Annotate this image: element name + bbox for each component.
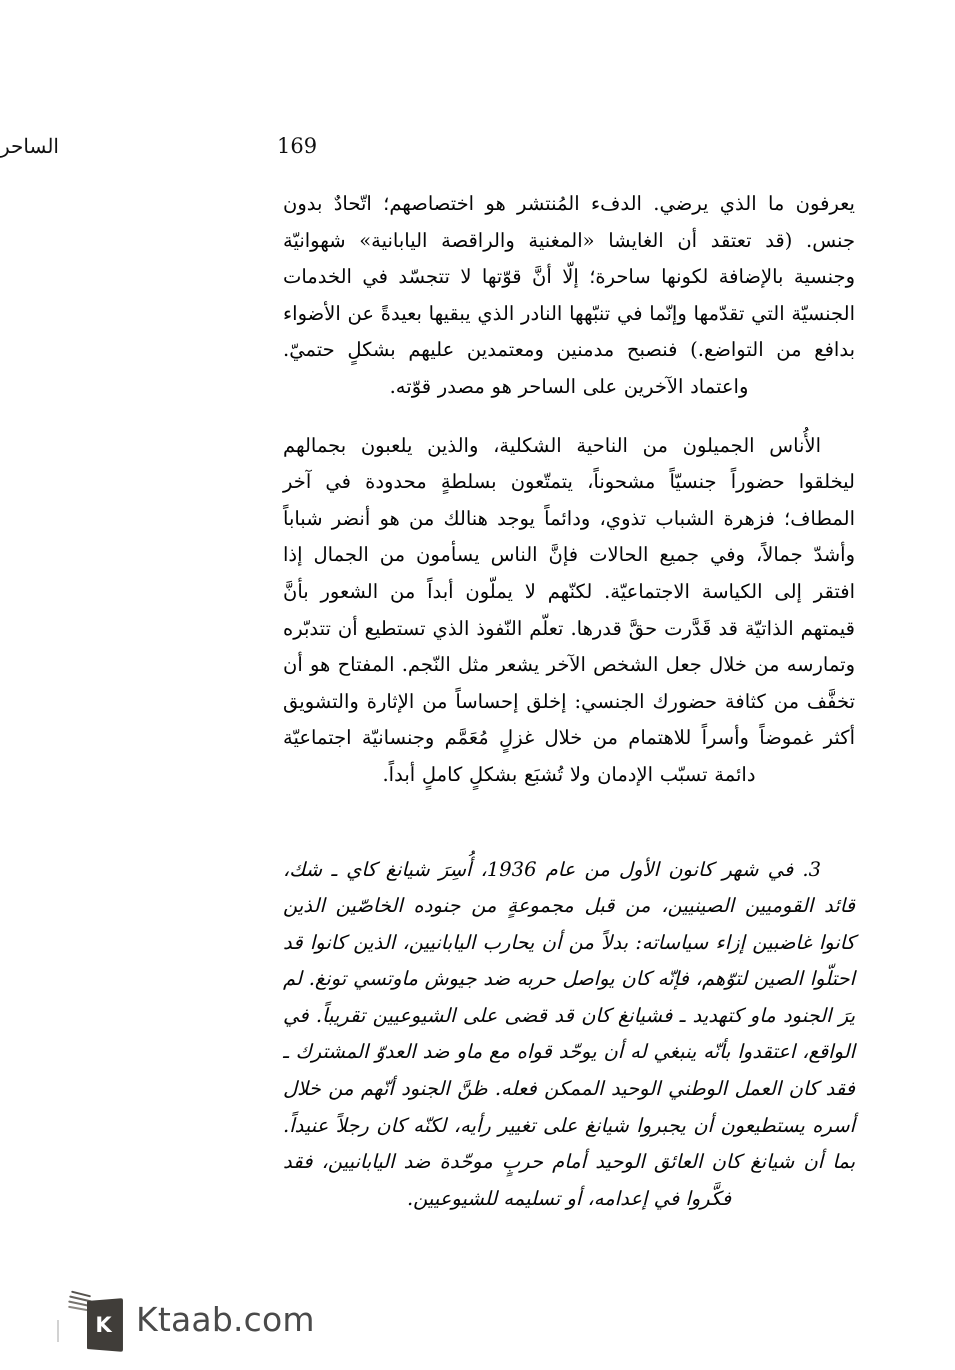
page-number: 169 <box>276 133 318 158</box>
running-head-title: الساحر <box>0 134 59 158</box>
paragraph-numbered-3: 3. في شهر كانون الأول من عام 1936، أُسِرَ شيانغ كاي ـ شك، قائد القوميين الصينيين، من قبل مجموعةٍ من جنوده الخاصّين الذين كانوا غاضبين إزاء سياساته: بدلاً من أن يحارب اليابانيين، الذين كانوا قد احتلّوا الصين لتوّهم، فإنّه كان يواصل حربه ضد جيوش ماوتسي تونغ. لم يرَ الجنود ماو كتهديد ـ فشيانغ كان قد قضى على الشيوعيين تقريباً. في الواقع، اعتقدوا بأنّه ينبغي له أن يوحّد قواه مع ماو ضد العدوّ المشترك ـ فقد كان العمل الوطني الوحيد الممكن فعله. ظنَّ الجنود أنّهم من خلال أسره يستطيعون أن يجبروا شيانغ على تغيير رأيه، لكنّه كان رجلاً عنيداً. بما أن شيانغ كان العائق الوحيد أمام حربٍ موحّدة ضد اليابانيين، فقد فكَّروا في إعدامه، أو تسليمه للشيوعيين. <box>283 857 855 1210</box>
book-logo-letter: K <box>95 1312 112 1337</box>
text-column <box>283 186 855 1237</box>
footer-watermark <box>57 1286 315 1352</box>
watermark-brand-text: Ktaab.com <box>136 1299 315 1339</box>
running-head <box>0 128 318 164</box>
paragraph-continued: يعرفون ما الذي يرضي. الدفء المُنتشر هو اختصاصهم؛ اتّحادٌ بدون جنس. (قد تعتقد أن الغايشا «المغنية والراقصة اليابانية» شهوانيّة وجنسية بالإضافة لكونها ساحرة؛ إلّا أنَّ قوّتها لا تتجسّد في الخدمات الجنسيّة التي تقدّمها وإنّما في تنبّهها النادر الذي يبقيها بعيدةً عن الأضواء بدافع من التواضع.) فنصبح مدمنين ومعتمدين عليهم بشكلٍ حتميّ. واعتماد الآخرين على الساحر هو مصدر قوّته. <box>283 192 855 398</box>
ktaab-book-icon <box>67 1288 123 1350</box>
watermark-tick-mark <box>57 1320 59 1342</box>
paragraph-beautiful-people: الأُناس الجميلون من الناحية الشكلية، والذين يلعبون بجمالهم ليخلقوا حضوراً جنسيّاً مشحوناً، يتمتّعون بسلطةٍ محدودة في آخر المطاف؛ فزهرة الشباب تذوي، ودائماً يوجد هنالك من هو أنضر شباباً وأشدّ جمالاً، وفي جميع الحالات فإنَّ الناس يسأمون من الجمال إذا افتقر إلى الكياسة الاجتماعيّة. لكنّهم لا يملّون أبداً من الشعور بأنَّ قيمتهم الذاتيّة قد قَدَّرت حقَّ قدرها. تعلّم النّفوذ الذي تستطيع أن تتدبّره وتمارسه من خلال جعل الشخص الآخر يشعر مثل النّجم. المفتاح هو أن تخفَّف من كثافة حضورك الجنسي: إخلق إحساساً من الإثارة والتشويق أكثر غموضاً وأسراً للاهتمام من خلال غزلٍ مُعَمَّم وجنسانيّة اجتماعيّة دائمة تسبّب الإدمان ولا تُشبَع بشكلٍ كاملٍ أبداً. <box>283 433 855 786</box>
